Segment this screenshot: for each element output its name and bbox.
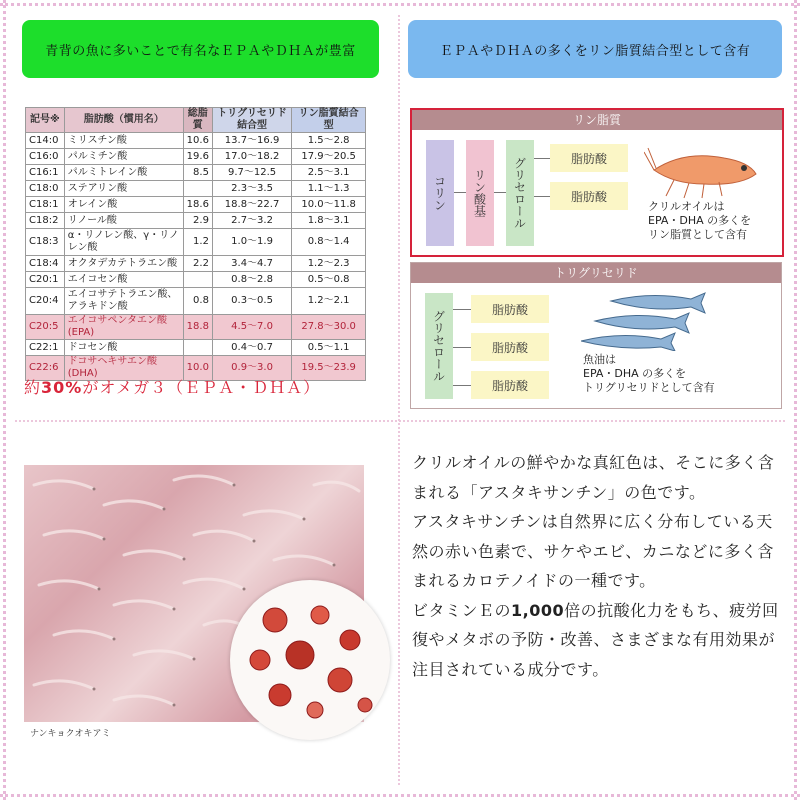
cell-name: パルミチン酸	[64, 149, 183, 165]
cell-total: 10.6	[183, 133, 212, 149]
caption-line: トリグリセリドとして含有	[583, 381, 715, 394]
cell-total: 2.2	[183, 256, 212, 272]
cell-tri: 18.8～22.7	[212, 197, 291, 213]
omega3-suffix: がオメガ３（ＥＰＡ・ＤＨＡ）	[82, 378, 321, 397]
cell-total: 18.8	[183, 315, 212, 340]
cell-lin: 1.2～2.1	[292, 288, 366, 315]
caption-line: EPA・DHA の多くを	[648, 214, 752, 227]
connector	[534, 158, 550, 159]
cell-tri: 17.0～18.2	[212, 149, 291, 165]
cell-lin: 0.8～1.4	[292, 229, 366, 256]
cell-tri: 2.3～3.5	[212, 181, 291, 197]
header-triglyceride: トリグリセリド結合型	[212, 108, 291, 133]
connector	[494, 192, 506, 193]
table-row	[26, 229, 366, 256]
cell-lin: 1.1～1.3	[292, 181, 366, 197]
table-header-row	[26, 108, 366, 133]
cell-code: C22:1	[26, 340, 65, 356]
cell-code: C18:1	[26, 197, 65, 213]
table-row	[26, 256, 366, 272]
cell-tri: 1.0～1.9	[212, 229, 291, 256]
table-row	[26, 340, 366, 356]
cell-tri: 3.4～4.7	[212, 256, 291, 272]
cell-lin: 17.9～20.5	[292, 149, 366, 165]
caption-line: リン脂質として含有	[648, 228, 747, 241]
cell-total: 2.9	[183, 213, 212, 229]
cell-total: 10.0	[183, 356, 212, 381]
cell-tri: 2.7～3.2	[212, 213, 291, 229]
oil-droplets-inset	[230, 580, 390, 740]
cell-code: C14:0	[26, 133, 65, 149]
triglyceride-diagram	[410, 262, 782, 409]
paragraph-1: クリルオイルの鮮やかな真紅色は、そこに多く含まれる「アスタキサンチン」の色です。	[412, 453, 775, 502]
cell-code: C18:2	[26, 213, 65, 229]
triglyceride-title: トリグリセリド	[411, 263, 781, 283]
cell-tri: 0.9～3.0	[212, 356, 291, 381]
table-row	[26, 272, 366, 288]
cell-lin: 2.5～3.1	[292, 165, 366, 181]
cell-tri: 0.8～2.8	[212, 272, 291, 288]
cell-code: C20:4	[26, 288, 65, 315]
cell-name: ドコサヘキサエン酸 (DHA)	[64, 356, 183, 381]
cell-total: 19.6	[183, 149, 212, 165]
cell-name: パルミトレイン酸	[64, 165, 183, 181]
cell-lin: 1.2～2.3	[292, 256, 366, 272]
dotted-border-bottom	[0, 794, 800, 797]
triglyceride-caption	[583, 353, 773, 395]
fatty-acid-table	[25, 107, 366, 381]
table-row	[26, 315, 366, 340]
connector	[534, 196, 550, 197]
cell-name: ステアリン酸	[64, 181, 183, 197]
krill-illustration	[644, 140, 764, 200]
photo-caption: ナンキョクオキアミ	[30, 729, 111, 739]
divider-horizontal	[15, 420, 785, 422]
cell-lin: 27.8～30.0	[292, 315, 366, 340]
sardine-illustration	[581, 289, 711, 351]
table-row	[26, 288, 366, 315]
cell-lin: 1.8～3.1	[292, 213, 366, 229]
dotted-border-top	[0, 3, 800, 6]
connector	[454, 192, 466, 193]
paragraph-3-number: 1,000	[511, 600, 565, 620]
phospholipid-diagram	[410, 108, 784, 257]
cell-name: リノール酸	[64, 213, 183, 229]
cell-name: エイコセン酸	[64, 272, 183, 288]
cell-code: C18:3	[26, 229, 65, 256]
glycerol-box: グリセロール	[425, 293, 453, 399]
cell-lin: 19.5～23.9	[292, 356, 366, 381]
cell-code: C18:4	[26, 256, 65, 272]
cell-name: オレイン酸	[64, 197, 183, 213]
cell-tri: 13.7～16.9	[212, 133, 291, 149]
table-row	[26, 181, 366, 197]
oil-droplets	[230, 580, 390, 740]
cell-total: 18.6	[183, 197, 212, 213]
dotted-border-right	[794, 0, 797, 800]
cell-code: C16:0	[26, 149, 65, 165]
cell-code: C20:5	[26, 315, 65, 340]
cell-tri: 9.7～12.5	[212, 165, 291, 181]
cell-code: C22:6	[26, 356, 65, 381]
cell-lin: 0.5～1.1	[292, 340, 366, 356]
omega3-percent: 30%	[41, 378, 83, 397]
cell-name: ミリスチン酸	[64, 133, 183, 149]
cell-code: C18:0	[26, 181, 65, 197]
paragraph-3-start: ビタミンＥの	[412, 600, 512, 620]
phospholipid-title: リン脂質	[412, 110, 782, 130]
table-row	[26, 149, 366, 165]
cell-total	[183, 340, 212, 356]
table-row	[26, 197, 366, 213]
dotted-border-left	[3, 0, 6, 800]
divider-vertical	[398, 15, 400, 785]
cell-code: C16:1	[26, 165, 65, 181]
header-total: 総脂質	[183, 108, 212, 133]
cell-name: α・リノレン酸、γ・リノレン酸	[64, 229, 183, 256]
caption-line: EPA・DHA の多くを	[583, 367, 687, 380]
phospholipid-caption	[648, 200, 778, 242]
omega3-prefix: 約	[24, 378, 42, 397]
phospholipid-banner: ＥＰＡやＤＨＡの多くをリン脂質結合型として含有	[408, 20, 782, 78]
cell-name: エイコサテトラエン酸、アラキドン酸	[64, 288, 183, 315]
connector	[453, 385, 471, 386]
caption-line: 魚油は	[583, 353, 616, 366]
cell-name: ドコセン酸	[64, 340, 183, 356]
table-row	[26, 133, 366, 149]
cell-lin: 10.0～11.8	[292, 197, 366, 213]
connector	[453, 347, 471, 348]
cell-total: 8.5	[183, 165, 212, 181]
cell-lin: 1.5～2.8	[292, 133, 366, 149]
cell-tri: 4.5～7.0	[212, 315, 291, 340]
cell-total: 0.8	[183, 288, 212, 315]
table-row	[26, 213, 366, 229]
cell-name: エイコサペンタエン酸 (EPA)	[64, 315, 183, 340]
epa-dha-rich-banner: 青背の魚に多いことで有名なＥＰＡやＤＨＡが豊富	[22, 20, 379, 78]
cell-total	[183, 272, 212, 288]
cell-tri: 0.3～0.5	[212, 288, 291, 315]
table-row	[26, 165, 366, 181]
header-phospholipid: リン脂質結合型	[292, 108, 366, 133]
paragraph-3	[412, 596, 784, 685]
cell-lin: 0.5～0.8	[292, 272, 366, 288]
caption-line: クリルオイルは	[648, 200, 725, 213]
connector	[453, 309, 471, 310]
phosphate-box: リン酸基	[466, 140, 494, 246]
paragraph-2: アスタキサンチンは自然界に広く分布している天然の赤い色素で、サケやエビ、カニなどに多く含まれるカロテノイドの一種です。	[412, 512, 774, 590]
paragraph-3-end: 倍の抗酸化力をもち、疲労回復やメタボの予防・改善、さまざまな有用効果が注目されている成分です。	[412, 600, 779, 679]
choline-box: コリン	[426, 140, 454, 246]
fatty-acid-box-1: 脂肪酸	[550, 144, 628, 172]
glycerol-box: グリセロール	[506, 140, 534, 246]
cell-total	[183, 181, 212, 197]
fatty-acid-box-3: 脂肪酸	[471, 371, 549, 399]
fatty-acid-box-1: 脂肪酸	[471, 295, 549, 323]
cell-total: 1.2	[183, 229, 212, 256]
header-code: 記号※	[26, 108, 65, 133]
cell-tri: 0.4～0.7	[212, 340, 291, 356]
cell-code: C20:1	[26, 272, 65, 288]
cell-name: オクタデカテトラエン酸	[64, 256, 183, 272]
fatty-acid-box-2: 脂肪酸	[471, 333, 549, 361]
omega3-note	[24, 375, 320, 398]
header-name: 脂肪酸（慣用名）	[64, 108, 183, 133]
astaxanthin-description	[412, 448, 784, 684]
fatty-acid-box-2: 脂肪酸	[550, 182, 628, 210]
table-body	[26, 133, 366, 381]
